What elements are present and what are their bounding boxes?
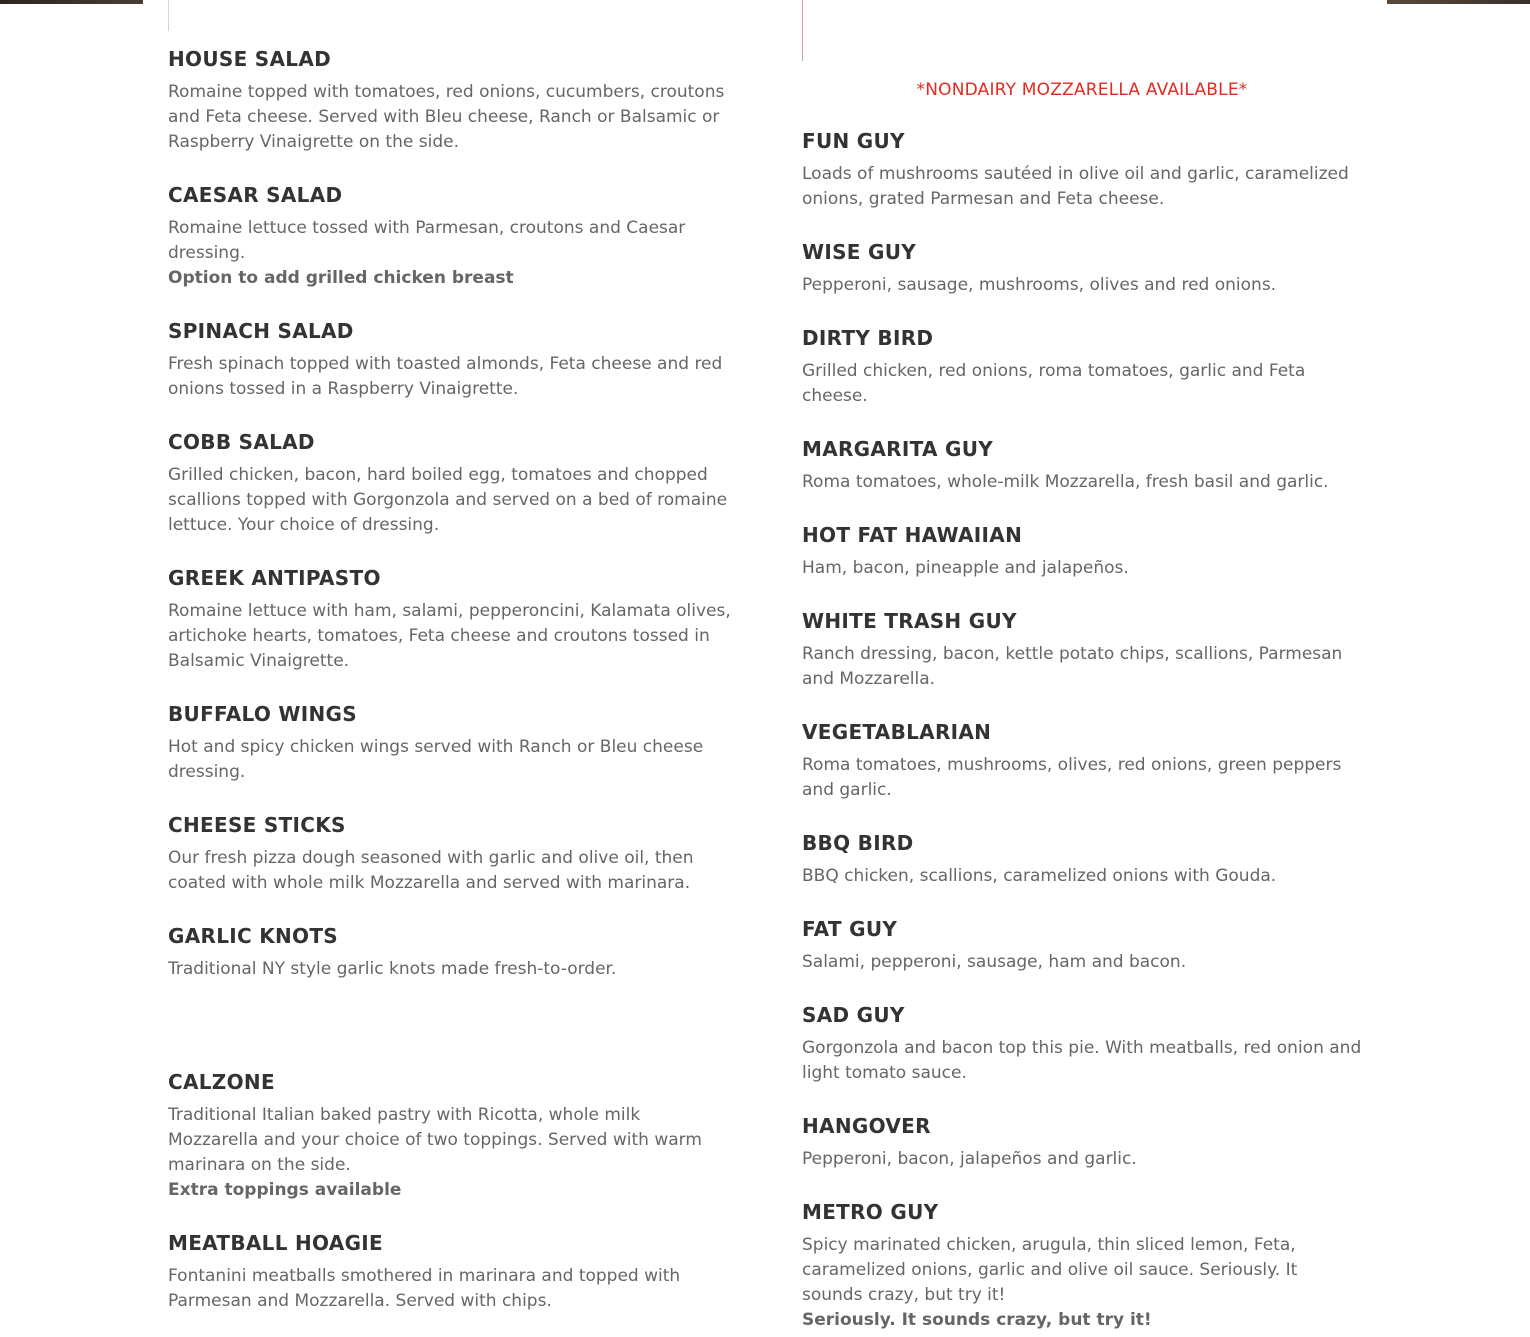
menu-item-note: Option to add grilled chicken breast (168, 268, 514, 288)
menu-item-title: SAD GUY (802, 1003, 905, 1027)
menu-item-greek-antipasto (168, 566, 733, 674)
menu-item-note: Extra toppings available (168, 1180, 402, 1200)
menu-item-description: Spicy marinated chicken, arugula, thin sliced lemon, Feta, caramelized onions, garlic and olive oil sauce. Seriously. It sounds crazy, but try it! (802, 1235, 1298, 1305)
menu-item-title: HOUSE SALAD (168, 47, 332, 71)
menu-item-sad-guy (802, 1003, 1362, 1086)
menu-item-title: HOT FAT HAWAIIAN (802, 523, 1023, 547)
menu-item-caesar-salad (168, 183, 733, 291)
menu-item-cheese-sticks (168, 813, 733, 896)
menu-item-hangover (802, 1114, 1362, 1172)
menu-item-title: BBQ BIRD (802, 831, 914, 855)
menu-item-description: Loads of mushrooms sautéed in olive oil and garlic, caramelized onions, grated Parmesan and Feta cheese. (802, 164, 1349, 209)
menu-item-description: Roma tomatoes, whole-milk Mozzarella, fresh basil and garlic. (802, 472, 1329, 492)
menu-item-description: Roma tomatoes, mushrooms, olives, red onions, green peppers and garlic. (802, 755, 1342, 800)
menu-item-fun-guy (802, 129, 1362, 212)
menu-item-description: Gorgonzola and bacon top this pie. With meatballs, red onion and light tomato sauce. (802, 1038, 1362, 1083)
menu-item-house-salad (168, 47, 733, 155)
background-image-edge-left (0, 0, 143, 4)
menu-item-cobb-salad (168, 430, 733, 538)
menu-item-description: Salami, pepperoni, sausage, ham and bacon. (802, 952, 1187, 972)
nondairy-notice: *NONDAIRY MOZZARELLA AVAILABLE* (916, 80, 1248, 100)
menu-item-title: FUN GUY (802, 129, 905, 153)
menu-item-metro-guy (802, 1200, 1362, 1333)
menu-item-title: CHEESE STICKS (168, 813, 346, 837)
menu-item-description: Fontanini meatballs smothered in marinara and topped with Parmesan and Mozzarella. Served with chips. (168, 1266, 681, 1311)
menu-item-description: Traditional Italian baked pastry with Ricotta, whole milk Mozzarella and your choice of two toppings. Served with warm marinara on the side. (168, 1105, 702, 1175)
menu-item-description: Ham, bacon, pineapple and jalapeños. (802, 558, 1129, 578)
menu-item-title: CALZONE (168, 1070, 275, 1094)
menu-item-title: METRO GUY (802, 1200, 939, 1224)
menu-item-title: GREEK ANTIPASTO (168, 566, 381, 590)
menu-item-title: WISE GUY (802, 240, 917, 264)
menu-item-description: Ranch dressing, bacon, kettle potato chips, scallions, Parmesan and Mozzarella. (802, 644, 1343, 689)
menu-item-note: Seriously. It sounds crazy, but try it! (802, 1310, 1152, 1330)
menu-item-description: Romaine lettuce tossed with Parmesan, croutons and Caesar dressing. (168, 218, 686, 263)
menu-item-description: Hot and spicy chicken wings served with Ranch or Bleu cheese dressing. (168, 737, 704, 782)
menu-item-description: Fresh spinach topped with toasted almonds, Feta cheese and red onions tossed in a Raspberry Vinaigrette. (168, 354, 723, 399)
menu-item-calzone (168, 1070, 733, 1203)
menu-item-description: Romaine topped with tomatoes, red onions, cucumbers, croutons and Feta cheese. Served with Bleu cheese, Ranch or Balsamic or Raspberry Vinaigrette on the side. (168, 82, 725, 152)
column-divider-left (168, 0, 169, 31)
menu-item-description: Grilled chicken, red onions, roma tomatoes, garlic and Feta cheese. (802, 361, 1306, 406)
menu-item-title: CAESAR SALAD (168, 183, 343, 207)
menu-item-title: MEATBALL HOAGIE (168, 1231, 384, 1255)
menu-item-meatball-hoagie (168, 1231, 733, 1314)
menu-item-hot-fat-hawaiian (802, 523, 1362, 581)
menu-item-title: VEGETABLARIAN (802, 720, 992, 744)
menu-item-description: Grilled chicken, bacon, hard boiled egg, tomatoes and chopped scallions topped with Gorgonzola and served on a bed of romaine lettuce. Your choice of dressing. (168, 465, 728, 535)
menu-item-bbq-bird (802, 831, 1362, 889)
menu-item-buffalo-wings (168, 702, 733, 785)
menu-item-title: HANGOVER (802, 1114, 931, 1138)
menu-item-title: COBB SALAD (168, 430, 315, 454)
column-divider-right (802, 0, 803, 61)
menu-item-title: SPINACH SALAD (168, 319, 354, 343)
menu-item-margarita-guy (802, 437, 1362, 495)
menu-item-spinach-salad (168, 319, 733, 402)
menu-item-fat-guy (802, 917, 1362, 975)
menu-item-title: DIRTY BIRD (802, 326, 934, 350)
menu-item-description: Our fresh pizza dough seasoned with garlic and olive oil, then coated with whole milk Mozzarella and served with marinara. (168, 848, 694, 893)
menu-item-description: BBQ chicken, scallions, caramelized onions with Gouda. (802, 866, 1277, 886)
menu-item-wise-guy (802, 240, 1362, 298)
menu-item-white-trash-guy (802, 609, 1362, 692)
menu-item-dirty-bird (802, 326, 1362, 409)
menu-item-description: Romaine lettuce with ham, salami, pepperoncini, Kalamata olives, artichoke hearts, tomatoes, Feta cheese and croutons tossed in Balsamic Vinaigrette. (168, 601, 731, 671)
menu-item-title: FAT GUY (802, 917, 898, 941)
menu-item-garlic-knots (168, 924, 733, 982)
menu-item-title: WHITE TRASH GUY (802, 609, 1017, 633)
menu-item-vegetablarian (802, 720, 1362, 803)
menu-item-description: Pepperoni, sausage, mushrooms, olives and red onions. (802, 275, 1277, 295)
menu-item-title: BUFFALO WINGS (168, 702, 357, 726)
menu-item-title: GARLIC KNOTS (168, 924, 339, 948)
menu-item-title: MARGARITA GUY (802, 437, 994, 461)
menu-item-description: Traditional NY style garlic knots made fresh-to-order. (168, 959, 617, 979)
background-image-edge-right (1387, 0, 1530, 4)
menu-item-description: Pepperoni, bacon, jalapeños and garlic. (802, 1149, 1137, 1169)
